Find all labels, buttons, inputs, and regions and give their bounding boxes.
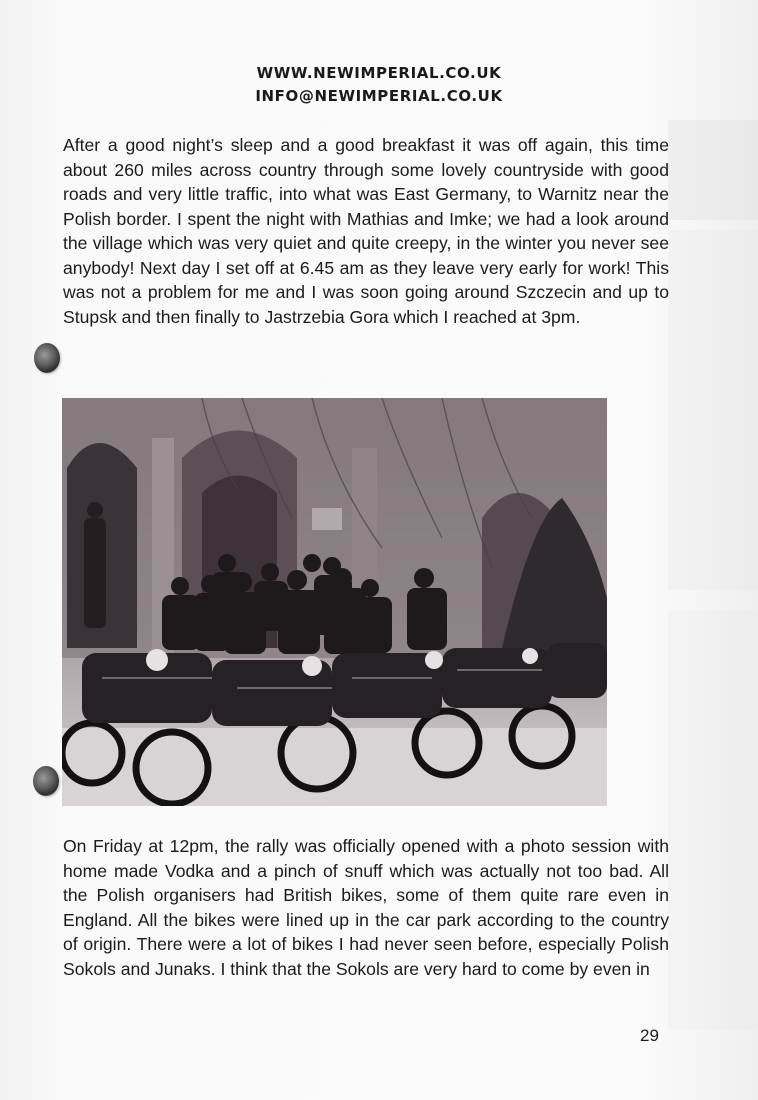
group-photo-motorcycles <box>62 398 607 806</box>
bleed-through-shadow <box>668 120 758 220</box>
body-paragraph-1: After a good night’s sleep and a good breakfast it was off again, this time about 260 miles across country through some lovely countryside with good roads and very little traffic, into what was East Germany, to Warnitz near the Polish border. I spent the night with Mathias and Imke; we had a look around the village which was very quiet and quite creepy, in the winter you never see anybody! Next day I set off at 6.45 am as they leave very early for work! This was not a problem for me and I was soon going around Szczecin and up to Stupsk and then finally to Jastrzebia Gora which I reached at 3pm. <box>63 135 669 327</box>
header-email: INFO@NEWIMPERIAL.CO.UK <box>255 87 503 105</box>
bleed-through-shadow <box>668 610 758 1030</box>
body-paragraph-2: On Friday at 12pm, the rally was officially opened with a photo session with home made Vodka and a pinch of snuff which was actually not too bad. All the Polish organisers had British bikes, some of them quite rare even in England. All the bikes were lined up in the car park according to the country of origin. There were a lot of bikes I had never seen before, especially Polish Sokols and Junaks. I think that the Sokols are very hard to come by even in <box>63 836 669 979</box>
page-number: 29 <box>640 1026 659 1045</box>
header-website: WWW.NEWIMPERIAL.CO.UK <box>256 64 502 82</box>
bleed-through-shadow <box>668 230 758 590</box>
punch-hole-bottom <box>33 766 59 796</box>
punch-hole-top <box>34 343 60 373</box>
